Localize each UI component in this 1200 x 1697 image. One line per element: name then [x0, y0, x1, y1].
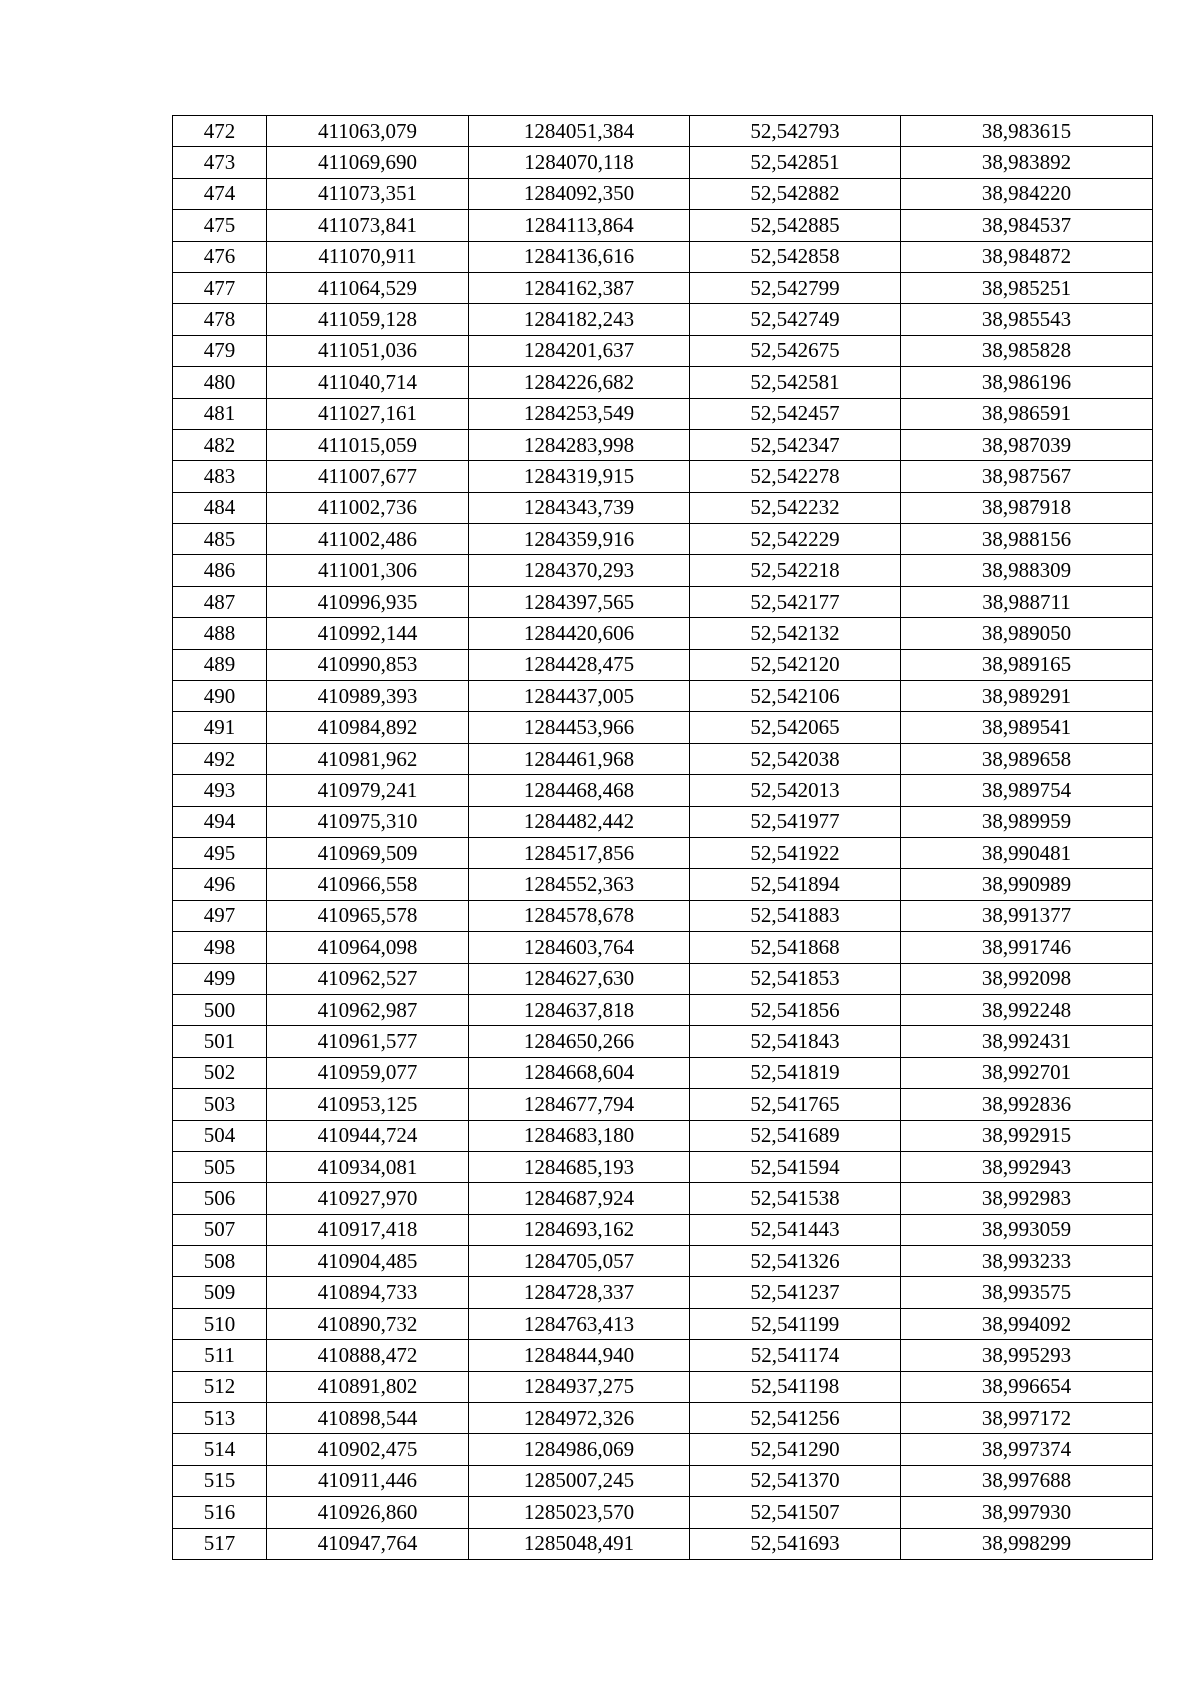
y-coordinate-cell: 1284685,193 [469, 1151, 690, 1182]
table-row [173, 1246, 1153, 1277]
longitude-cell: 38,992943 [901, 1151, 1153, 1182]
x-coordinate-cell: 410947,764 [267, 1528, 469, 1559]
longitude-cell: 38,986591 [901, 398, 1153, 429]
point-number-cell: 499 [173, 963, 267, 994]
table-row [173, 1497, 1153, 1528]
x-coordinate-cell: 410962,987 [267, 994, 469, 1025]
point-number-cell: 484 [173, 492, 267, 523]
point-number-cell: 478 [173, 304, 267, 335]
x-coordinate-cell: 411002,486 [267, 524, 469, 555]
y-coordinate-cell: 1284453,966 [469, 712, 690, 743]
point-number-cell: 474 [173, 178, 267, 209]
point-number-cell: 514 [173, 1434, 267, 1465]
y-coordinate-cell: 1284253,549 [469, 398, 690, 429]
point-number-cell: 479 [173, 335, 267, 366]
x-coordinate-cell: 411070,911 [267, 241, 469, 272]
y-coordinate-cell: 1284113,864 [469, 210, 690, 241]
longitude-cell: 38,997688 [901, 1465, 1153, 1496]
latitude-cell: 52,541894 [690, 869, 901, 900]
x-coordinate-cell: 411063,079 [267, 116, 469, 147]
table-row [173, 1434, 1153, 1465]
longitude-cell: 38,993233 [901, 1246, 1153, 1277]
table-row [173, 712, 1153, 743]
y-coordinate-cell: 1284603,764 [469, 932, 690, 963]
longitude-cell: 38,989658 [901, 743, 1153, 774]
y-coordinate-cell: 1284397,565 [469, 586, 690, 617]
latitude-cell: 52,541819 [690, 1057, 901, 1088]
y-coordinate-cell: 1284092,350 [469, 178, 690, 209]
latitude-cell: 52,542232 [690, 492, 901, 523]
table-row [173, 210, 1153, 241]
point-number-cell: 475 [173, 210, 267, 241]
x-coordinate-cell: 410959,077 [267, 1057, 469, 1088]
x-coordinate-cell: 410904,485 [267, 1246, 469, 1277]
latitude-cell: 52,542120 [690, 649, 901, 680]
latitude-cell: 52,542581 [690, 367, 901, 398]
table-row [173, 743, 1153, 774]
y-coordinate-cell: 1284683,180 [469, 1120, 690, 1151]
y-coordinate-cell: 1284162,387 [469, 272, 690, 303]
y-coordinate-cell: 1284728,337 [469, 1277, 690, 1308]
x-coordinate-cell: 411040,714 [267, 367, 469, 398]
point-number-cell: 486 [173, 555, 267, 586]
latitude-cell: 52,542177 [690, 586, 901, 617]
x-coordinate-cell: 411073,351 [267, 178, 469, 209]
y-coordinate-cell: 1284226,682 [469, 367, 690, 398]
point-number-cell: 511 [173, 1340, 267, 1371]
longitude-cell: 38,991746 [901, 932, 1153, 963]
point-number-cell: 494 [173, 806, 267, 837]
table-row [173, 1403, 1153, 1434]
longitude-cell: 38,997172 [901, 1403, 1153, 1434]
x-coordinate-cell: 410927,970 [267, 1183, 469, 1214]
point-number-cell: 498 [173, 932, 267, 963]
y-coordinate-cell: 1284705,057 [469, 1246, 690, 1277]
x-coordinate-cell: 410894,733 [267, 1277, 469, 1308]
table-row [173, 398, 1153, 429]
point-number-cell: 490 [173, 681, 267, 712]
point-number-cell: 501 [173, 1026, 267, 1057]
longitude-cell: 38,988156 [901, 524, 1153, 555]
longitude-cell: 38,988711 [901, 586, 1153, 617]
longitude-cell: 38,992915 [901, 1120, 1153, 1151]
table-row [173, 1214, 1153, 1245]
longitude-cell: 38,996654 [901, 1371, 1153, 1402]
y-coordinate-cell: 1284420,606 [469, 618, 690, 649]
table-row [173, 1277, 1153, 1308]
x-coordinate-cell: 411027,161 [267, 398, 469, 429]
latitude-cell: 52,542851 [690, 147, 901, 178]
y-coordinate-cell: 1284668,604 [469, 1057, 690, 1088]
y-coordinate-cell: 1284627,630 [469, 963, 690, 994]
y-coordinate-cell: 1284437,005 [469, 681, 690, 712]
table-row [173, 1308, 1153, 1339]
latitude-cell: 52,542858 [690, 241, 901, 272]
longitude-cell: 38,989291 [901, 681, 1153, 712]
y-coordinate-cell: 1284637,818 [469, 994, 690, 1025]
y-coordinate-cell: 1284370,293 [469, 555, 690, 586]
x-coordinate-cell: 410902,475 [267, 1434, 469, 1465]
longitude-cell: 38,991377 [901, 900, 1153, 931]
latitude-cell: 52,541868 [690, 932, 901, 963]
latitude-cell: 52,541883 [690, 900, 901, 931]
longitude-cell: 38,994092 [901, 1308, 1153, 1339]
longitude-cell: 38,992431 [901, 1026, 1153, 1057]
latitude-cell: 52,542278 [690, 461, 901, 492]
x-coordinate-cell: 410964,098 [267, 932, 469, 963]
y-coordinate-cell: 1284650,266 [469, 1026, 690, 1057]
coordinates-table [172, 115, 1153, 1560]
y-coordinate-cell: 1284182,243 [469, 304, 690, 335]
table-row [173, 367, 1153, 398]
table-row [173, 1026, 1153, 1057]
point-number-cell: 503 [173, 1089, 267, 1120]
table-row [173, 429, 1153, 460]
longitude-cell: 38,992248 [901, 994, 1153, 1025]
y-coordinate-cell: 1284937,275 [469, 1371, 690, 1402]
longitude-cell: 38,992098 [901, 963, 1153, 994]
point-number-cell: 505 [173, 1151, 267, 1182]
x-coordinate-cell: 410934,081 [267, 1151, 469, 1182]
latitude-cell: 52,541977 [690, 806, 901, 837]
table-row [173, 1120, 1153, 1151]
x-coordinate-cell: 410890,732 [267, 1308, 469, 1339]
y-coordinate-cell: 1284359,916 [469, 524, 690, 555]
x-coordinate-cell: 410990,853 [267, 649, 469, 680]
latitude-cell: 52,541689 [690, 1120, 901, 1151]
latitude-cell: 52,541922 [690, 837, 901, 868]
latitude-cell: 52,541843 [690, 1026, 901, 1057]
longitude-cell: 38,992983 [901, 1183, 1153, 1214]
table-row [173, 492, 1153, 523]
longitude-cell: 38,987039 [901, 429, 1153, 460]
table-row [173, 994, 1153, 1025]
x-coordinate-cell: 410981,962 [267, 743, 469, 774]
x-coordinate-cell: 410989,393 [267, 681, 469, 712]
table-row [173, 1089, 1153, 1120]
latitude-cell: 52,541290 [690, 1434, 901, 1465]
point-number-cell: 495 [173, 837, 267, 868]
table-row [173, 681, 1153, 712]
x-coordinate-cell: 410992,144 [267, 618, 469, 649]
x-coordinate-cell: 411064,529 [267, 272, 469, 303]
y-coordinate-cell: 1284677,794 [469, 1089, 690, 1120]
point-number-cell: 480 [173, 367, 267, 398]
longitude-cell: 38,997374 [901, 1434, 1153, 1465]
y-coordinate-cell: 1285023,570 [469, 1497, 690, 1528]
latitude-cell: 52,542106 [690, 681, 901, 712]
table-row [173, 1465, 1153, 1496]
y-coordinate-cell: 1284461,968 [469, 743, 690, 774]
point-number-cell: 516 [173, 1497, 267, 1528]
x-coordinate-cell: 410975,310 [267, 806, 469, 837]
table-row [173, 806, 1153, 837]
x-coordinate-cell: 410962,527 [267, 963, 469, 994]
table-row [173, 1340, 1153, 1371]
y-coordinate-cell: 1284482,442 [469, 806, 690, 837]
table-row [173, 461, 1153, 492]
y-coordinate-cell: 1284552,363 [469, 869, 690, 900]
longitude-cell: 38,990481 [901, 837, 1153, 868]
table-row [173, 272, 1153, 303]
latitude-cell: 52,542013 [690, 775, 901, 806]
y-coordinate-cell: 1285007,245 [469, 1465, 690, 1496]
y-coordinate-cell: 1285048,491 [469, 1528, 690, 1559]
y-coordinate-cell: 1284051,384 [469, 116, 690, 147]
longitude-cell: 38,992836 [901, 1089, 1153, 1120]
point-number-cell: 502 [173, 1057, 267, 1088]
x-coordinate-cell: 410996,935 [267, 586, 469, 617]
longitude-cell: 38,985828 [901, 335, 1153, 366]
x-coordinate-cell: 411059,128 [267, 304, 469, 335]
longitude-cell: 38,993059 [901, 1214, 1153, 1245]
y-coordinate-cell: 1284972,326 [469, 1403, 690, 1434]
point-number-cell: 507 [173, 1214, 267, 1245]
point-number-cell: 493 [173, 775, 267, 806]
longitude-cell: 38,989541 [901, 712, 1153, 743]
latitude-cell: 52,542229 [690, 524, 901, 555]
latitude-cell: 52,541174 [690, 1340, 901, 1371]
latitude-cell: 52,541198 [690, 1371, 901, 1402]
point-number-cell: 509 [173, 1277, 267, 1308]
latitude-cell: 52,542882 [690, 178, 901, 209]
table-row [173, 178, 1153, 209]
table-row [173, 869, 1153, 900]
x-coordinate-cell: 410911,446 [267, 1465, 469, 1496]
x-coordinate-cell: 411069,690 [267, 147, 469, 178]
latitude-cell: 52,541256 [690, 1403, 901, 1434]
x-coordinate-cell: 410926,860 [267, 1497, 469, 1528]
latitude-cell: 52,542799 [690, 272, 901, 303]
table-row [173, 116, 1153, 147]
table-row [173, 147, 1153, 178]
longitude-cell: 38,992701 [901, 1057, 1153, 1088]
y-coordinate-cell: 1284136,616 [469, 241, 690, 272]
point-number-cell: 485 [173, 524, 267, 555]
point-number-cell: 510 [173, 1308, 267, 1339]
x-coordinate-cell: 410969,509 [267, 837, 469, 868]
point-number-cell: 508 [173, 1246, 267, 1277]
point-number-cell: 492 [173, 743, 267, 774]
point-number-cell: 481 [173, 398, 267, 429]
x-coordinate-cell: 410966,558 [267, 869, 469, 900]
longitude-cell: 38,995293 [901, 1340, 1153, 1371]
latitude-cell: 52,542065 [690, 712, 901, 743]
latitude-cell: 52,541443 [690, 1214, 901, 1245]
x-coordinate-cell: 411051,036 [267, 335, 469, 366]
point-number-cell: 491 [173, 712, 267, 743]
longitude-cell: 38,983892 [901, 147, 1153, 178]
table-row [173, 335, 1153, 366]
y-coordinate-cell: 1284201,637 [469, 335, 690, 366]
x-coordinate-cell: 410891,802 [267, 1371, 469, 1402]
table-row [173, 618, 1153, 649]
table-row [173, 1528, 1153, 1559]
y-coordinate-cell: 1284517,856 [469, 837, 690, 868]
y-coordinate-cell: 1284578,678 [469, 900, 690, 931]
table-row [173, 649, 1153, 680]
latitude-cell: 52,541765 [690, 1089, 901, 1120]
table-row [173, 304, 1153, 335]
latitude-cell: 52,542885 [690, 210, 901, 241]
table-row [173, 837, 1153, 868]
point-number-cell: 487 [173, 586, 267, 617]
latitude-cell: 52,541507 [690, 1497, 901, 1528]
latitude-cell: 52,542347 [690, 429, 901, 460]
table-row [173, 900, 1153, 931]
table-row [173, 775, 1153, 806]
longitude-cell: 38,984872 [901, 241, 1153, 272]
x-coordinate-cell: 411007,677 [267, 461, 469, 492]
latitude-cell: 52,541853 [690, 963, 901, 994]
x-coordinate-cell: 410953,125 [267, 1089, 469, 1120]
point-number-cell: 497 [173, 900, 267, 931]
longitude-cell: 38,984220 [901, 178, 1153, 209]
latitude-cell: 52,541538 [690, 1183, 901, 1214]
longitude-cell: 38,986196 [901, 367, 1153, 398]
table-row [173, 1057, 1153, 1088]
longitude-cell: 38,988309 [901, 555, 1153, 586]
latitude-cell: 52,542793 [690, 116, 901, 147]
x-coordinate-cell: 411002,736 [267, 492, 469, 523]
x-coordinate-cell: 410898,544 [267, 1403, 469, 1434]
point-number-cell: 477 [173, 272, 267, 303]
y-coordinate-cell: 1284687,924 [469, 1183, 690, 1214]
table-row [173, 1371, 1153, 1402]
table-row [173, 1183, 1153, 1214]
y-coordinate-cell: 1284343,739 [469, 492, 690, 523]
longitude-cell: 38,989959 [901, 806, 1153, 837]
point-number-cell: 472 [173, 116, 267, 147]
y-coordinate-cell: 1284283,998 [469, 429, 690, 460]
x-coordinate-cell: 410979,241 [267, 775, 469, 806]
table-row [173, 524, 1153, 555]
latitude-cell: 52,541237 [690, 1277, 901, 1308]
latitude-cell: 52,542218 [690, 555, 901, 586]
longitude-cell: 38,989050 [901, 618, 1153, 649]
longitude-cell: 38,997930 [901, 1497, 1153, 1528]
longitude-cell: 38,984537 [901, 210, 1153, 241]
point-number-cell: 517 [173, 1528, 267, 1559]
longitude-cell: 38,998299 [901, 1528, 1153, 1559]
point-number-cell: 512 [173, 1371, 267, 1402]
point-number-cell: 476 [173, 241, 267, 272]
y-coordinate-cell: 1284986,069 [469, 1434, 690, 1465]
latitude-cell: 52,541856 [690, 994, 901, 1025]
point-number-cell: 473 [173, 147, 267, 178]
longitude-cell: 38,987567 [901, 461, 1153, 492]
table-row [173, 555, 1153, 586]
latitude-cell: 52,542038 [690, 743, 901, 774]
latitude-cell: 52,541326 [690, 1246, 901, 1277]
latitude-cell: 52,541594 [690, 1151, 901, 1182]
y-coordinate-cell: 1284844,940 [469, 1340, 690, 1371]
point-number-cell: 513 [173, 1403, 267, 1434]
latitude-cell: 52,541370 [690, 1465, 901, 1496]
y-coordinate-cell: 1284693,162 [469, 1214, 690, 1245]
x-coordinate-cell: 410965,578 [267, 900, 469, 931]
x-coordinate-cell: 410888,472 [267, 1340, 469, 1371]
longitude-cell: 38,989165 [901, 649, 1153, 680]
table-row [173, 932, 1153, 963]
latitude-cell: 52,542749 [690, 304, 901, 335]
y-coordinate-cell: 1284070,118 [469, 147, 690, 178]
y-coordinate-cell: 1284428,475 [469, 649, 690, 680]
point-number-cell: 504 [173, 1120, 267, 1151]
latitude-cell: 52,541199 [690, 1308, 901, 1339]
coordinates-table-body [173, 116, 1153, 1560]
point-number-cell: 482 [173, 429, 267, 460]
x-coordinate-cell: 411001,306 [267, 555, 469, 586]
x-coordinate-cell: 410944,724 [267, 1120, 469, 1151]
table-row [173, 963, 1153, 994]
latitude-cell: 52,542457 [690, 398, 901, 429]
x-coordinate-cell: 410917,418 [267, 1214, 469, 1245]
point-number-cell: 506 [173, 1183, 267, 1214]
longitude-cell: 38,989754 [901, 775, 1153, 806]
longitude-cell: 38,985543 [901, 304, 1153, 335]
x-coordinate-cell: 410961,577 [267, 1026, 469, 1057]
x-coordinate-cell: 410984,892 [267, 712, 469, 743]
x-coordinate-cell: 411073,841 [267, 210, 469, 241]
latitude-cell: 52,542132 [690, 618, 901, 649]
point-number-cell: 496 [173, 869, 267, 900]
point-number-cell: 483 [173, 461, 267, 492]
table-row [173, 586, 1153, 617]
point-number-cell: 489 [173, 649, 267, 680]
y-coordinate-cell: 1284763,413 [469, 1308, 690, 1339]
longitude-cell: 38,990989 [901, 869, 1153, 900]
longitude-cell: 38,985251 [901, 272, 1153, 303]
longitude-cell: 38,983615 [901, 116, 1153, 147]
latitude-cell: 52,541693 [690, 1528, 901, 1559]
y-coordinate-cell: 1284319,915 [469, 461, 690, 492]
table-row [173, 1151, 1153, 1182]
longitude-cell: 38,987918 [901, 492, 1153, 523]
latitude-cell: 52,542675 [690, 335, 901, 366]
point-number-cell: 515 [173, 1465, 267, 1496]
table-row [173, 241, 1153, 272]
x-coordinate-cell: 411015,059 [267, 429, 469, 460]
point-number-cell: 488 [173, 618, 267, 649]
y-coordinate-cell: 1284468,468 [469, 775, 690, 806]
longitude-cell: 38,993575 [901, 1277, 1153, 1308]
point-number-cell: 500 [173, 994, 267, 1025]
